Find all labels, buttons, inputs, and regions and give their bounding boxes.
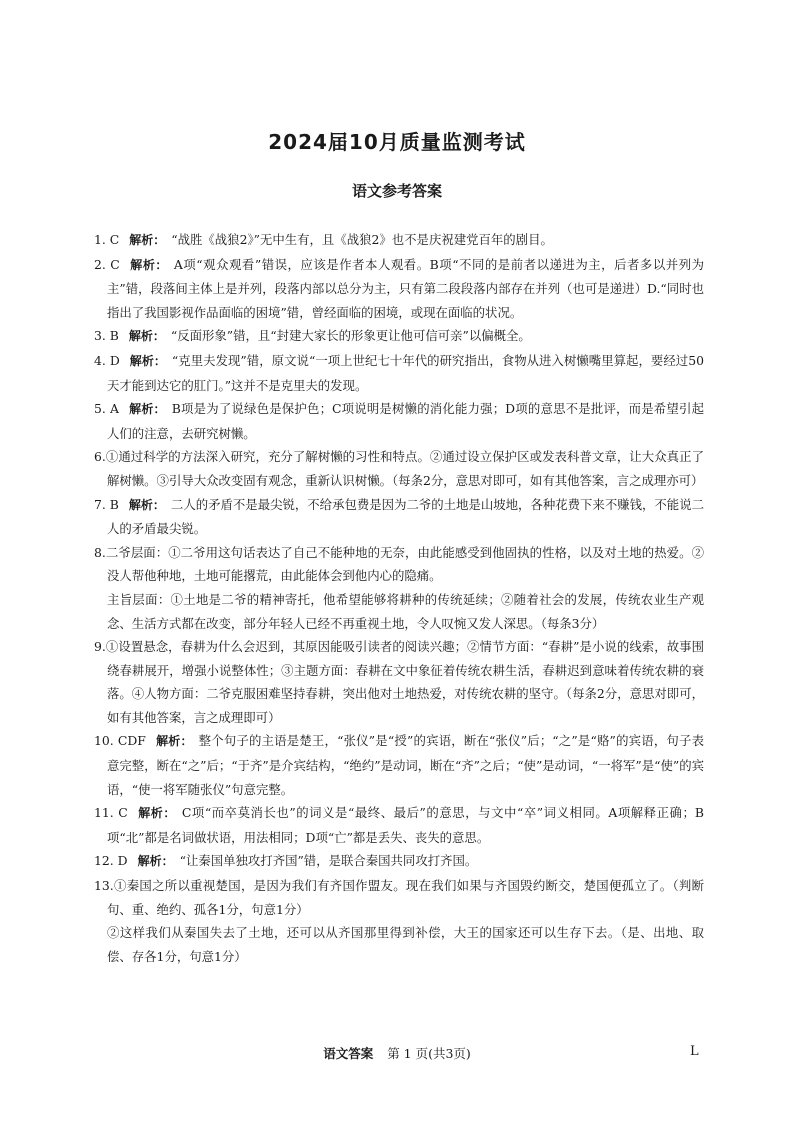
- item-explanation: A项“观众观看”错误，应该是作者本人观看。B项“不同的是前者以递进为主，后者多以并列为主”错，段落间主体上是并列，段落内部以总分为主，只有第二段段落内部存在并列（也可是递进）D.“同时也指出了我国影视作品面临的困境”错，曾经面临的困境，或现在面临的状况。: [107, 256, 704, 320]
- answer-item-6: 6.①通过科学的方法深入研究，充分了解树懒的习性和特点。②通过设立保护区或发表科普文章，让大众真正了解树懒。③引导大众改变固有观念，重新认识树懒。（每条2分，意思对即可，如有其他答案，言之成理亦可）: [94, 449, 704, 488]
- item-number: 13: [94, 878, 110, 894]
- item-explanation: “战胜《战狼2》”无中生有，且《战狼2》也不是庆祝建党百年的剧目。: [171, 232, 553, 247]
- item-answer: B: [109, 496, 119, 512]
- item-answer: C: [109, 232, 120, 247]
- item-number: 6: [94, 449, 102, 465]
- item-explanation: “让秦国单独攻打齐国”错，是联合秦国共同攻打齐国。: [179, 853, 478, 869]
- answer-item-8-extra: 主旨层面：①土地是二爷的精神寄托，他希望能够将耕种的传统延续；②随着社会的发展，传统农业生产观念、生活方式都在改变，部分年轻人已经不再重视土地，令人叹惋又发人深思。（每条3分）: [107, 591, 704, 631]
- item-explanation: ①设置悬念，春耕为什么会迟到，其原因能吸引读者的阅读兴趣；②情节方面：“春耕”是小说的线索，故事围绕春耕展开，增强小说整体性；③主题方面：春耕在文中象征着传统农耕生活，春耕迟到意味着传统农耕的衰落。④人物方面：二爷克服困难坚持春耕，突出他对土地热爱，对传统农耕的坚守。（每条2分，意思对即可，如有其他答案，言之成理即可）: [105, 639, 704, 725]
- explanation-label: 解析：: [128, 497, 165, 512]
- item-answer: CDF: [117, 733, 146, 749]
- explanation-label: 解析：: [155, 734, 193, 749]
- item-number: 2: [94, 256, 102, 272]
- answer-item-10: 10. CDF 解析： 整个句子的主语是楚王，“张仪”是“授”的宾语，断在“张仪”后；“之”是“赂”的宾语，句子表意完整，断在“之”后；“于齐”是介宾结构，“绝约”是动词，断在“齐”之后；“使”是动词，“一将军”是“使”的宾语，“使一将军随张仪”句意完整。: [94, 733, 704, 797]
- item-number: 3: [94, 328, 102, 344]
- footer-page-info: 第 1 页(共3页): [387, 1046, 471, 1061]
- explanation-label: 解析：: [128, 402, 166, 417]
- item-explanation: C项“而卒莫消长也”的词义是“最终、最后”的意思，与文中“卒”词义相同。A项解释正确；B项“北”都是名词做状语，用法相同；D项“亡”都是丢失、丧失的意思。: [107, 805, 704, 845]
- item-number: 7: [94, 496, 102, 512]
- answer-item-13: 13.①秦国之所以重视楚国，是因为我们有齐国作盟友。现在我们如果与齐国毁约断交，楚国便孤立了。（判断句、重、绝约、孤各1分，句意1分）: [94, 878, 704, 917]
- item-number: 10: [94, 733, 110, 749]
- item-explanation: “反面形象”错，且“封建大家长的形象更让他可信可亲”以偏概全。: [170, 328, 531, 344]
- answer-item-12: 12. D 解析： “让秦国单独攻打齐国”错，是联合秦国共同攻打齐国。: [94, 853, 478, 869]
- item-explanation: 二爷层面：①二爷用这句话表达了自己不能种地的无奈，由此能感受到他固执的性格，以及对土地的热爱。②没人帮他种地，土地可能撂荒，由此能体会到他内心的隐痛。: [105, 544, 704, 584]
- item-explanation: ①秦国之所以重视楚国，是因为我们有齐国作盟友。现在我们如果与齐国毁约断交，楚国便孤立了。（判断句、重、绝约、孤各1分，句意1分）: [107, 878, 704, 917]
- item-explanation: B项是为了说绿色是保护色；C项说明是树懒的消化能力强；D项的意思不是批评，而是希望引起人们的注意，去研究树懒。: [107, 401, 704, 441]
- item-number: 1: [94, 232, 102, 247]
- answer-item-8: 8.二爷层面：①二爷用这句话表达了自己不能种地的无奈，由此能感受到他固执的性格，以及对土地的热爱。②没人帮他种地，土地可能撂荒，由此能体会到他内心的隐痛。: [94, 544, 704, 584]
- item-number: 9: [94, 639, 102, 655]
- item-answer: C: [110, 256, 120, 272]
- footer-subject: 语文答案: [323, 1046, 374, 1061]
- answer-item-13-extra: ②这样我们从秦国失去了土地，还可以从齐国那里得到补偿，大王的国家还可以生存下去。（是、出地、取偿、存各1分，句意1分）: [107, 925, 704, 964]
- answer-item-3: 3. B 解析： “反面形象”错，且“封建大家长的形象更让他可信可亲”以偏概全。: [94, 328, 531, 344]
- answer-item-7: 7. B 解析： 二人的矛盾不是最尖锐，不给承包费是因为二爷的土地是山坡地，各种花费下来不赚钱，不能说二人的矛盾最尖锐。: [94, 496, 704, 537]
- explanation-label: 解析：: [137, 806, 176, 821]
- answer-item-9: 9.①设置悬念，春耕为什么会迟到，其原因能吸引读者的阅读兴趣；②情节方面：“春耕”是小说的线索，故事围绕春耕展开，增强小说整体性；③主题方面：春耕在文中象征着传统农耕生活，春耕迟到意味着传统农耕的衰落。④人物方面：二爷克服困难坚持春耕，突出他对土地热爱，对传统农耕的坚守。（每条2分，意思对即可，如有其他答案，言之成理即可）: [94, 639, 704, 725]
- page-footer: [0, 1044, 794, 1062]
- item-explanation: 整个句子的主语是楚王，“张仪”是“授”的宾语，断在“张仪”后；“之”是“赂”的宾语，句子表意完整，断在“之”后；“于齐”是介宾结构，“绝约”是动词，断在“齐”之后；“使”是动词，“一将军”是“使”的宾语，“使一将军随张仪”句意完整。: [107, 733, 704, 797]
- exam-title: 2024届10月质量监测考试: [268, 130, 526, 154]
- footer-code: L: [690, 1044, 699, 1059]
- answer-item-11: 11. C 解析： C项“而卒莫消长也”的词义是“最终、最后”的意思，与文中“卒”词义相同。A项解释正确；B项“北”都是名词做状语，用法相同；D项“亡”都是丢失、丧失的意思。: [94, 805, 704, 845]
- item-number: 12: [94, 853, 110, 869]
- item-explanation: 二人的矛盾不是最尖锐，不给承包费是因为二爷的土地是山坡地，各种花费下来不赚钱，不能说二人的矛盾最尖锐。: [107, 496, 704, 537]
- answer-item-4: 4. D 解析： “克里夫发现”错，原文说“一项上世纪七十年代的研究指出，食物从进入树懒嘴里算起，要经过50天才能到达它的肛门。”这并不是克里夫的发现。: [94, 352, 704, 393]
- item-number: 11: [94, 805, 110, 821]
- answer-list: [94, 228, 704, 968]
- item-answer: D: [117, 853, 128, 869]
- item-answer: D: [109, 352, 120, 368]
- item-explanation: ①通过科学的方法深入研究，充分了解树懒的习性和特点。②通过设立保护区或发表科普文章，让大众真正了解树懒。③引导大众改变固有观念，重新认识树懒。（每条2分，意思对即可，如有其他答案，言之成理亦可）: [105, 449, 704, 488]
- item-answer: B: [109, 328, 119, 344]
- item-answer: A: [109, 401, 119, 417]
- explanation-label: 解析：: [129, 257, 168, 272]
- item-number: 4: [94, 352, 102, 368]
- item-number: 8: [94, 544, 102, 560]
- answer-item-2: 2. C 解析： A项“观众观看”错误，应该是作者本人观看。B项“不同的是前者以递进为主，后者多以并列为主”错，段落间主体上是并列，段落内部以总分为主，只有第二段段落内部存在并列（也可是递进）D.“同时也指出了我国影视作品面临的困境”错，曾经面临的困境，或现在面临的状况。: [94, 256, 704, 320]
- exam-subtitle: 语文参考答案: [351, 182, 442, 200]
- explanation-label: 解析：: [129, 353, 166, 368]
- explanation-label: 解析：: [137, 854, 174, 869]
- answer-item-5: 5. A 解析： B项是为了说绿色是保护色；C项说明是树懒的消化能力强；D项的意思不是批评，而是希望引起人们的注意，去研究树懒。: [94, 401, 704, 441]
- item-number: 5: [94, 401, 102, 417]
- explanation-label: 解析：: [129, 233, 166, 247]
- item-answer: C: [118, 805, 128, 821]
- explanation-label: 解析：: [128, 329, 165, 344]
- answer-item-1: 1. C 解析： “战胜《战狼2》”无中生有，且《战狼2》也不是庆祝建党百年的剧目。: [94, 232, 553, 247]
- item-explanation: “克里夫发现”错，原文说“一项上世纪七十年代的研究指出，食物从进入树懒嘴里算起，要经过50天才能到达它的肛门。”这并不是克里夫的发现。: [107, 352, 704, 393]
